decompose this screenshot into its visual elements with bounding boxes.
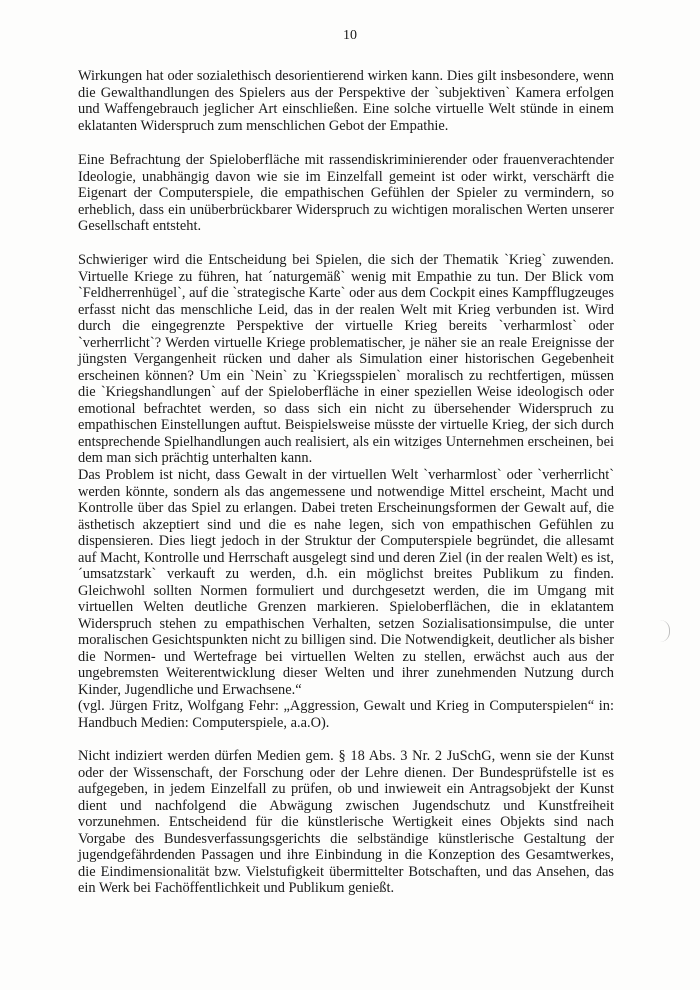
paragraph-ideology: Eine Befrachtung der Spieloberfläche mit rassendiskriminierender oder frauenverachtender Ideologie, unabhängig davon wie sie im Einzelfall gemeint ist oder wirkt, verschärft die Eigenart der Computerspiele, die empathischen Gefühlen der Spieler zu vermindern, so erheblich, dass ein unüberbrückbarer Widerspruch zu wichtigen moralischen Werten unserer Gesellschaft entsteht. [78,152,614,234]
paragraph-war-games: Schwieriger wird die Entscheidung bei Spielen, die sich der Thematik `Krieg` zuwenden. Virtuelle Kriege zu führen, hat ´naturgemäß` wenig mit Empathie zu tun. Der Blick vom `Feldherrenhügel`, auf die `strategische Karte` oder aus dem Cockpit eines Kampfflugzeuges erfasst nicht das menschliche Leid, das in der realen Welt mit Krieg verbunden ist. Wird durch die eingegrenzte Perspektive der virtuelle Krieg bereits `verharmlost` oder `verherrlicht`? Werden virtuelle Kriege problematischer, je näher sie an reale Ereignisse der jüngsten Vergangenheit rücken und daher als Simulation einer historischen Gegebenheit erscheinen können? Um ein `Nein` zu `Kriegsspielen` moralisch zu rechtfertigen, müssen die `Kriegshandlungen` auf der Spieloberfläche in einer speziellen Weise ideologisch oder emotional befrachtet werden, so dass sich ein nicht zu übersehender Widerspruch zu empathischen Einstellungen auftut. Beispielsweise müsste der virtuelle Krieg, der sich durch entsprechende Spielhandlungen auch realisiert, als ein witziges Unternehmen erscheinen, bei dem man sich prächtig unterhalten kann. [78,252,614,466]
paragraph-art-exemption: Nicht indiziert werden dürfen Medien gem. § 18 Abs. 3 Nr. 2 JuSchG, wenn sie der Kunst oder der Wissenschaft, der Forschung oder der Lehre dienen. Der Bundesprüfstelle ist es aufgegeben, in jedem Einzelfall zu prüfen, ob und inwieweit ein Antragsobjekt der Kunst dient und nachfolgend die Abwägung zwischen Jugendschutz und Kunstfreiheit vorzunehmen. Entscheidend für die künstlerische Wertigkeit eines Objekts sind nach Vorgabe des Bundesverfassungsgerichts die selbständige künstlerische Gestaltung der jugendgefährdenden Passagen und ihre Einbindung in die Konzeption des Gesamtwerkes, die Eindimensionalität bzw. Vielstufigkeit übermittelter Botschaften, und das Ansehen, das ein Werk bei Fachöffentlichkeit und Publikum genießt. [78,748,614,896]
quote-text: Das Problem ist nicht, dass Gewalt in der virtuellen Welt `verharmlost` oder `verherrlicht` werden könnte, sondern als das angemessene und notwendige Mittel erscheint, Macht und Kontrolle über das Spiel zu erlangen. Dabei treten Erscheinungsformen der Gewalt auf, die ästhetisch akzeptiert sind und die es nahe legen, sich von empathischen Gefühlen zu dispensieren. Dies liegt jedoch in der Struktur der Computerspiele begründet, die allesamt auf Macht, Kontrolle und Herrschaft ausgelegt sind und deren Ziel (in der realen Welt) es ist, ´umsatzstark` verkauft zu werden, d.h. ein möglichst breites Publikum zu finden. Gleichwohl sollten Normen formuliert und durchgesetzt werden, die im Umgang mit virtuellen Welten deutliche Grenzen markieren. Spieloberflächen, die in eklatantem Widerspruch stehen zu empathischen Verhalten, setzen Sozialisationsimpulse, die unter moralischen Gesichtspunkten nicht zu billigen sind. Die Notwendigkeit, deutlicher als bisher die Normen- und Wertefrage bei virtuellen Welten zu stellen, erwächst auch aus der ungebremsten Weiterentwicklung dieser Welten und ihrer zunehmenden Nutzung durch Kinder, Jugendliche und Erwachsene.“ [78,467,614,698]
citation: (vgl. Jürgen Fritz, Wolfgang Fehr: „Aggression, Gewalt und Krieg in Computerspielen“ in: Handbuch Medien: Computerspiele, a.a.O). [78,698,614,731]
page-number: 10 [343,28,357,43]
paragraph-violence-problem [78,467,614,731]
margin-bracket-mark [659,620,670,642]
paragraph-empathy: Wirkungen hat oder sozialethisch desorientierend wirken kann. Dies gilt insbesondere, wenn die Gewalthandlungen des Spielers aus der Perspektive der `subjektiven` Kamera erfolgen und Waffengebrauch jeglicher Art einschließen. Eine solche virtuelle Welt stünde in einem eklatanten Widerspruch zum menschlichen Gebot der Empathie. [78,68,614,134]
